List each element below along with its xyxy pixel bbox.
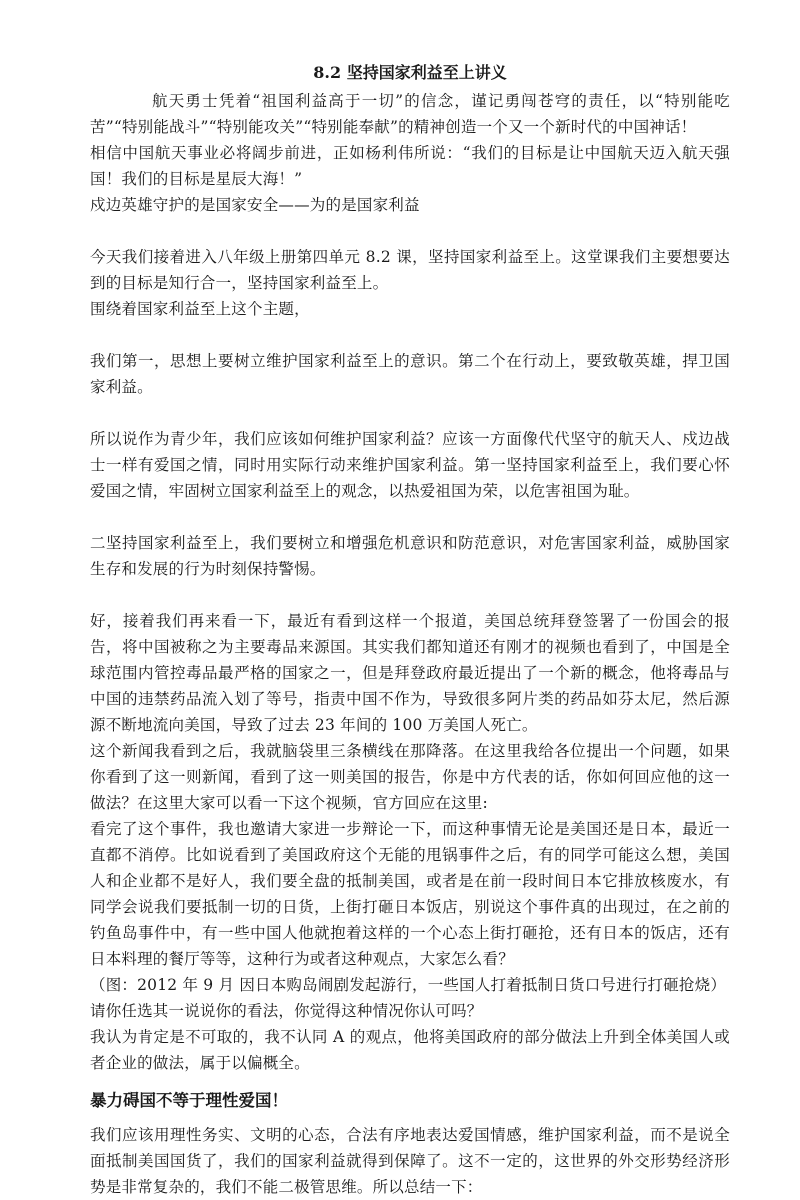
paragraph-crisis-awareness: 二坚持国家利益至上，我们要树立和增强危机意识和防范意识，对危害国家利益，威胁国家生存和发展的行为时刻保持警惕。 [90, 534, 730, 578]
paragraph-summary: 我们应该用理性务实、文明的心态，合法有序地表达爱国情感，维护国家利益，而不是说全面抵制美国国货了，我们的国家利益就得到保障了。这不一定的，这世界的外交形势经济形势是非常复杂的，我们不能二极管思维。所以总结一下： [90, 1126, 730, 1196]
paragraph-question: 这个新闻我看到之后，我就脑袋里三条横线在那降落。在这里我给各位提出一个问题，如果你看到了这一则新闻，看到了这一则美国的报告，你是中方代表的话，你如何回应他的这一做法？在这里大家可以看一下这个视频，官方回应在这里: [90, 742, 730, 812]
paragraph-opinion: 我认为肯定是不可取的，我不认同 A 的观点，他将美国政府的部分做法上升到全体美国人或者企业的做法，属于以偏概全。 [90, 1028, 730, 1072]
paragraph-first-second: 我们第一，思想上要树立维护国家利益至上的意识。第二个在行动上，要致敬英雄，捍卫国家利益。 [90, 352, 730, 396]
paragraph-border-heroes: 戍边英雄守护的是国家安全——为的是国家利益 [90, 196, 420, 214]
document-title: 8.2 坚持国家利益至上讲义 [313, 63, 507, 82]
paragraph-prompt: 请你任选其一说说你的看法，你觉得这种情况你认可吗？ [90, 1002, 483, 1020]
paragraph-space-goal: 相信中国航天事业必将阔步前进，正如杨利伟所说：“我们的目标是让中国航天迈入航天强国！我们的目标是星辰大海！” [90, 144, 730, 188]
paragraph-debate: 看完了这个事件，我也邀请大家进一步辩论一下，而这种事情无论是美国还是日本，最近一直都不消停。比如说看到了美国政府这个无能的甩锅事件之后，有的同学可能这么想，美国人和企业都不是好人，我们要全盘的抵制美国，或者是在前一段时间日本它排放核废水，有同学会说我们要抵制一切的日货，上街打砸日本饭店，别说这个事件真的出现过，在之前的钓鱼岛事件中，有一些中国人他就抱着这样的一个心态上街打砸抢，还有日本的饭店，还有日本料理的餐厅等等，这种行为或者这种观点，大家怎么看？ [90, 820, 730, 968]
section-heading: 暴力碍国不等于理性爱国！ [90, 1091, 288, 1110]
paragraph-astronaut-spirit: 航天勇士凭着“祖国利益高于一切”的信念，谨记勇闯苍穹的责任，以“特别能吃苦”“特别能战斗”“特别能攻关”“特别能奉献”的精神创造一个又一个新时代的中国神话！ [90, 92, 730, 136]
paragraph-theme: 围绕着国家利益至上这个主题， [90, 300, 310, 318]
paragraph-lesson-intro: 今天我们接着进入八年级上册第四单元 8.2 课，坚持国家利益至上。这堂课我们主要想要达到的目标是知行合一，坚持国家利益至上。 [90, 248, 730, 292]
paragraph-us-report: 好，接着我们再来看一下，最近有看到这样一个报道，美国总统拜登签署了一份国会的报告，将中国被称之为主要毒品来源国。其实我们都知道还有刚才的视频也看到了，中国是全球范围内管控毒品最严格的国家之一，但是拜登政府最近提出了一个新的概念，他将毒品与中国的违禁药品流入划了等号，指责中国不作为，导致很多阿片类的药品如芬太尼，然后源源不断地流向美国，导致了过去 23 年间的 100 万美国人死亡。 [90, 612, 730, 734]
paragraph-figure-caption: （图：2012 年 9 月 因日本购岛闹剧发起游行，一些国人打着抵制日货口号进行打砸抢烧） [90, 976, 727, 994]
paragraph-youth: 所以说作为青少年，我们应该如何维护国家利益？应该一方面像代代坚守的航天人、戍边战士一样有爱国之情，同时用实际行动来维护国家利益。第一坚持国家利益至上，我们要心怀爱国之情，牢固树立国家利益至上的观念，以热爱祖国为荣，以危害祖国为耻。 [90, 430, 730, 500]
document-page [90, 60, 730, 1200]
